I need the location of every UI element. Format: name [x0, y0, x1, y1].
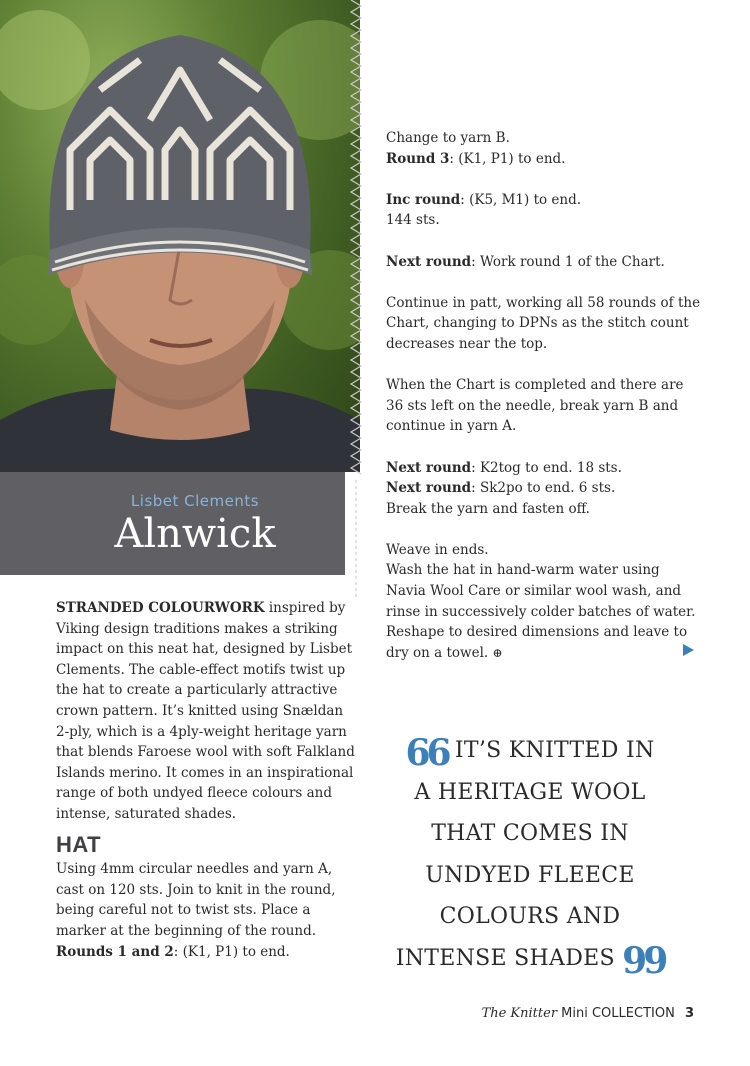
- continue-arrow-icon: [683, 644, 694, 656]
- quote-line: INTENSE SHADES 99: [395, 939, 665, 982]
- right-column: [386, 128, 701, 663]
- inc-round-line: [386, 190, 701, 211]
- weave-text: Weave in ends.: [386, 541, 489, 558]
- intro-lead: STRANDED COLOURWORK: [56, 600, 265, 616]
- round-3-text: : (K1, P1) to end.: [449, 150, 566, 167]
- chart-completed-text: When the Chart is completed and there are 36 sts left on the needle, break yarn B and continue in yarn A.: [386, 377, 684, 435]
- continue-text: Continue in patt, working all 58 rounds of the Chart, changing to DPNs as the stitch count decreases near the top.: [386, 294, 701, 352]
- next-round-3-line: [386, 478, 701, 499]
- hat-heading: HAT: [56, 831, 102, 857]
- quote-line: 66 IT’S KNITTED IN: [405, 732, 655, 774]
- page-footer: [482, 1006, 694, 1021]
- round-3-line: [386, 149, 701, 170]
- hat-cast-on-text: Using 4mm circular needles and yarn A, cast on 120 sts. Join to knit in the round, being careful not to twist sts. Place a marker at the beginning of the round.: [56, 861, 336, 939]
- next-round-2-label: Next round: [386, 459, 472, 476]
- page-title: Alnwick: [114, 511, 276, 557]
- round-3-label: Round 3: [386, 150, 450, 167]
- quote-line: THAT COMES IN: [431, 821, 629, 846]
- model-illustration: [0, 0, 360, 472]
- wash-text: Wash the hat in hand-warm water using Navia Wool Care or similar wool wash, and rinse in successively colder batches of water. Reshape to desired dimensions and leave to dry on a towel.: [386, 562, 696, 661]
- hat-photo: [0, 0, 360, 472]
- next-round-3-label: Next round: [386, 480, 472, 497]
- quote-line: A HERITAGE WOOL: [414, 779, 646, 805]
- rounds-1-2-text: : (K1, P1) to end.: [173, 943, 290, 960]
- rounds-1-2-line: [56, 942, 356, 963]
- pull-quote: [385, 730, 675, 982]
- next-round-3-text: : Sk2po to end. 6 sts.: [471, 480, 616, 497]
- series-name: Mini COLLECTION: [561, 1006, 675, 1021]
- next-round-2-text: : K2tog to end. 18 sts.: [471, 459, 622, 476]
- next-round-1-line: [386, 252, 701, 273]
- intro-text: inspired by Viking design traditions makes a striking impact on this neat hat, designed by Lisbet Clements. The cable-effect motifs twist up the hat to create a particularly attractive crown pattern. It’s knitted using Snældan 2-ply, which is a 4ply-weight heritage yarn that blends Faroese wool with soft Falkland Islands merino. It comes in an inspirational range of both undyed fleece colours and intense, saturated shades.: [56, 600, 355, 822]
- inc-round-text: : (K5, M1) to end.: [460, 191, 582, 208]
- close-quote-icon: 99: [622, 939, 665, 982]
- break-yarn-text: Break the yarn and fasten off.: [386, 500, 590, 517]
- rounds-1-2-label: Rounds 1 and 2: [56, 943, 174, 960]
- quote-line: UNDYED FLEECE: [425, 862, 635, 888]
- next-round-1-label: Next round: [386, 253, 472, 270]
- end-mark-icon: ⊕: [492, 645, 503, 660]
- inc-sts-text: 144 sts.: [386, 212, 440, 229]
- magazine-name: The Knitter: [481, 1006, 558, 1021]
- wash-line: [386, 560, 701, 663]
- change-yarn-text: Change to yarn B.: [386, 130, 510, 146]
- left-column: [56, 598, 356, 962]
- open-quote-icon: 66: [405, 732, 448, 774]
- next-round-1-text: : Work round 1 of the Chart.: [471, 253, 665, 270]
- intro-paragraph: [56, 598, 356, 825]
- next-round-2-line: [386, 458, 701, 479]
- inc-round-label: Inc round: [386, 191, 461, 208]
- quote-line: COLOURS AND: [439, 904, 621, 929]
- designer-name: Lisbet Clements: [130, 492, 260, 510]
- page-number: 3: [684, 1006, 694, 1021]
